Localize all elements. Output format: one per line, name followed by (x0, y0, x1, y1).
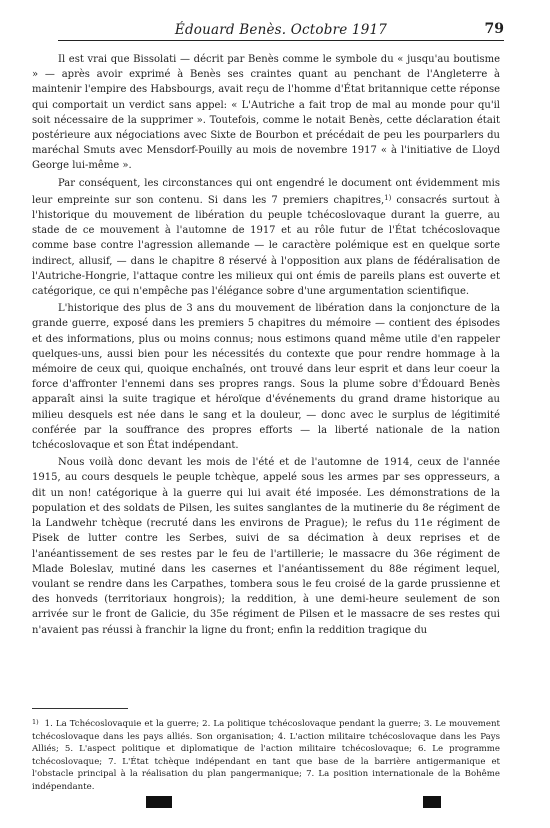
footnote-rule (32, 708, 128, 709)
header-rule (58, 40, 504, 41)
paragraph-3: L'historique des plus de 3 ans du mouvement de libération dans la conjoncture de la grande guerre, exposé dans les premiers 5 chapitres du mémoire — contient des épisodes et des informations, plus ou moins connus; nous estimons quand même utile d'en rappeler quelques-uns, aussi bien pour les nécessités du contexte que pour rendre hommage à la mémoire de ceux qui, quoique enchaînés, ont trouvé dans leur esprit et dans leur coeur la force d'affronter l'ennemi dans ses propres rangs. Sous la plume sobre d'Édouard Benès apparaît ainsi la suite tragique et héroïque d'événements du grand drame historique au milieu desquels est née dans le sang et la douleur, — donc avec le surplus de légitimité conférée par la souffrance des propres efforts — la liberté nationale de la nation tchécoslovaque et son État indépendant. (32, 303, 500, 452)
header-title: Édouard Benès. Octobre 1917 (174, 22, 388, 38)
footnote-text: 1. La Tchécoslovaquie et la guerre; 2. La politique tchécoslovaque pendant la guerre; 3. Le mouvement tchécoslovaque dans les pays alliés. Son organisation; 4. L'action militaire tchécoslovaque dans les Pays Alliés; 5. L'aspect politique et diplomatique de l'action militaire tchécoslovaque; 6. Le programme tchécoslovaque; 7. L'État tchèque indépendant en tant que base de la barrière antigermanique et l'obstacle principal à la réalisation du plan pangermanique; 7. La position internationale de la Bohême indépendante. (32, 719, 500, 792)
footnote (32, 716, 500, 794)
body-text (32, 52, 500, 640)
paragraph-2 (32, 176, 500, 300)
redaction-mark (146, 796, 172, 808)
page-number: 79 (484, 21, 504, 37)
footnote-number: 1) (32, 718, 39, 726)
redaction-mark (423, 796, 441, 808)
paragraph-2-text-cont: consacrés surtout à l'historique du mouvement de libération du peuple tchécoslovaque durant la guerre, au stade de ce mouvement à l'automne de 1917 et au rôle futur de l'État tchécoslovaque comme base contre l'agression allemande — le caractère polémique est en quelque sorte indirect, allusif, — dans le chapitre 8 réservé à l'opposition aux plans de fédéralisation de l'Autriche-Hongrie, l'attaque contre les milieux qui ont émis de pareils plans est ouverte et catégorique, ce qui n'empêche pas l'élégance sobre d'une argumentation scientifique. (32, 194, 500, 298)
paragraph-1: Il est vrai que Bissolati — décrit par Benès comme le symbole du « jusqu'au boutisme » — après avoir exprimé à Benès ses craintes quant au penchant de l'Angleterre à maintenir l'empire des Habsbourgs, avait reçu de l'homme d'État britannique cette réponse qui comportait un verdict sans appel: « L'Autriche a fait trop de mal au monde pour qu'il soit nécessaire de la supprimer ». Toutefois, comme le notait Benès, cette déclaration était postérieure aux négociations avec Sixte de Bourbon et précédait de peu les pourparlers du maréchal Smuts avec Mensdorf-Pouilly au mois de novembre 1917 « à l'initiative de Lloyd George lui-même ». (32, 54, 500, 172)
paragraph-4: Nous voilà donc devant les mois de l'été et de l'automne de 1914, ceux de l'année 1915, au cours desquels le peuple tchèque, appelé sous les armes par ses oppresseurs, a dit un non! catégorique à la guerre qui lui avait été imposée. Les démonstrations de la population et des soldats de Pilsen, les suites sanglantes de la mutinerie du 8e régiment de la Landwehr tchèque (recruté dans les environs de Prague); le refus du 11e régiment de Pisek de lutter contre les Serbes, suivi de sa décimation à deux reprises et de l'anéantissement de ses restes par le feu de l'artillerie; le massacre du 36e régiment de Mlade Boleslav, mutiné dans les casernes et l'anéantissement du 88e régiment lequel, voulant se rendre dans les Carpathes, tombera sous le feu croisé de la garde prussienne et des honveds (territoriaux hongrois); la reddition, à une demi-heure seulement de son arrivée sur le front de Galicie, du 35e régiment de Pilsen et le massacre de ses restes qui n'avaient pas réussi à franchir la ligne du front; enfin la reddition tragique du (32, 457, 500, 636)
footnote-reference: 1) (384, 193, 392, 202)
running-header (58, 22, 504, 38)
paragraph-2-text: Par conséquent, les circonstances qui ont engendré le document ont évidemment mis leur empreinte sur son contenu. Si dans les 7 premiers chapitres, (32, 177, 500, 206)
